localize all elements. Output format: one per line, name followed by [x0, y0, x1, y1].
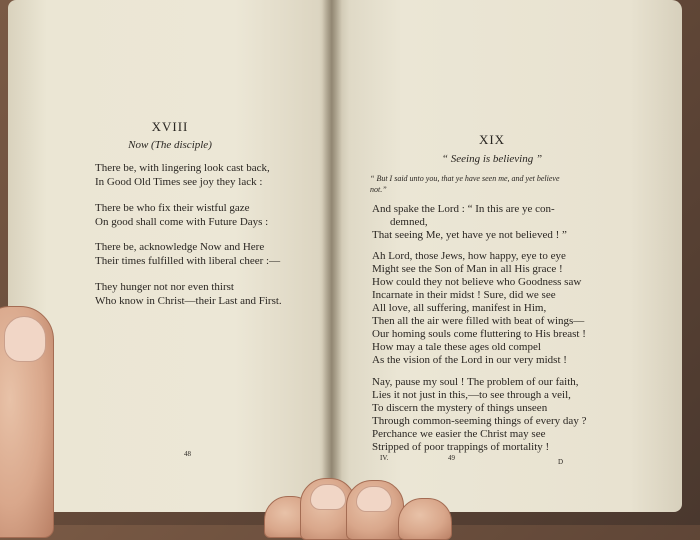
verse-line: All love, all suffering, manifest in Him,	[372, 302, 547, 314]
verse-line: They hunger not nor even thirst	[95, 281, 234, 293]
verse-line: Our homing souls come fluttering to His breast !	[372, 328, 586, 340]
verse-line: There be, with lingering look cast back,	[95, 162, 270, 174]
verse-line: Might see the Son of Man in all His grace !	[372, 263, 563, 275]
verse-line: That seeing Me, yet have ye not believed ! ”	[372, 229, 567, 241]
verse-line: To discern the mystery of things unseen	[372, 402, 548, 414]
right-page	[332, 0, 682, 512]
verse-line: Incarnate in their midst ! Sure, did we see	[372, 289, 556, 301]
verse-line: In Good Old Times see joy they lack :	[95, 176, 263, 188]
poem-subtitle: “ Seeing is believing ”	[441, 153, 543, 165]
verse-line: And spake the Lord : “ In this are ye con-	[372, 203, 555, 215]
verse-line: As the vision of the Lord in our very midst !	[372, 354, 567, 366]
fingernail	[310, 484, 346, 510]
thumbnail	[4, 316, 46, 362]
verse-line: There be, acknowledge Now and Here	[95, 241, 265, 253]
verse-line: Then all the air were filled with beat of wings—	[372, 315, 585, 327]
verse-line: Stripped of poor trappings of mortality !	[372, 441, 550, 453]
verse-line: Through common-seeming things of every day ?	[372, 415, 587, 427]
verse-line: Nay, pause my soul ! The problem of our faith,	[372, 376, 579, 388]
page-number: 49	[448, 454, 455, 462]
page-number: 48	[184, 450, 191, 458]
poem-subtitle: Now (The disciple)	[128, 139, 212, 151]
fingernail	[356, 486, 392, 512]
verse-line: Ah Lord, those Jews, how happy, eye to eye	[372, 250, 566, 262]
poem-numeral: XVIII	[151, 119, 189, 134]
verse-line: There be who fix their wistful gaze	[95, 202, 250, 214]
verse-line: Who know in Christ—their Last and First.	[95, 295, 282, 307]
epigraph-line: not.”	[370, 185, 387, 194]
verse-line: Lies it not just in this,—to see through a veil,	[372, 389, 571, 401]
poem-numeral: XIX	[478, 132, 506, 147]
epigraph-line: “ But I said unto you, that ye have seen me, and yet believe	[370, 174, 560, 183]
signature-mark: IV.	[380, 454, 389, 462]
verse-line: Perchance we easier the Christ may see	[372, 428, 546, 440]
verse-line: How could they not believe who Goodness saw	[372, 276, 582, 288]
finger	[398, 498, 452, 540]
verse-line: How may a tale these ages old compel	[372, 341, 541, 353]
verse-line: Their times fulfilled with liberal cheer :—	[95, 255, 281, 267]
book-gutter	[322, 0, 342, 512]
verse-line: On good shall come with Future Days :	[95, 216, 269, 228]
left-page	[8, 0, 332, 512]
signature-letter: D	[558, 458, 564, 466]
verse-line: demned,	[390, 216, 428, 228]
